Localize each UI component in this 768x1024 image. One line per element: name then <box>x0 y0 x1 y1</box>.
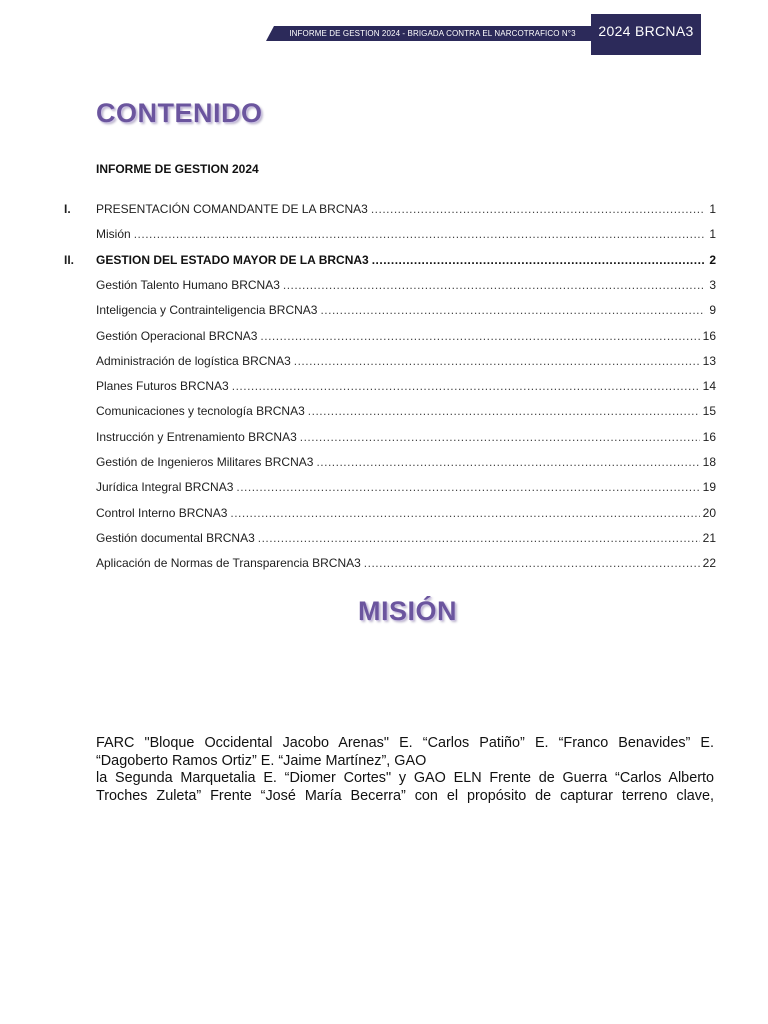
toc-entry-title: Gestión de Ingenieros Militares BRCNA3 <box>96 455 314 469</box>
toc-entry-line <box>96 200 716 218</box>
toc-entry-line <box>96 504 716 522</box>
toc-entry-line <box>96 251 716 269</box>
toc-entry-line <box>96 554 716 572</box>
toc-dot-leader <box>320 301 705 319</box>
toc-entry-title: Control Interno BRCNA3 <box>96 505 228 520</box>
toc-entry-page-number: 20 <box>702 505 716 520</box>
toc-entry-number: II. <box>64 252 75 267</box>
toc-dot-leader <box>134 225 705 243</box>
toc-entry-title: Instrucción y Entrenamiento BRCNA3 <box>96 429 297 444</box>
toc-entry-page-number: 13 <box>702 353 716 368</box>
header-tab-label: 2024 BRCNA3 <box>598 23 694 39</box>
toc-dot-leader <box>308 402 700 420</box>
toc-entry[interactable] <box>0 276 768 294</box>
toc-entry-line <box>96 428 716 446</box>
toc-entry-title: Gestión Operacional BRCNA3 <box>96 328 258 343</box>
mission-paragraph: FARC "Bloque Occidental Jacobo Arenas" E. “Carlos Patiño” E. “Franco Benavides” E. “Dagoberto Ramos Ortiz” E. “Jaime Martínez”, GAO <box>96 735 714 769</box>
toc-dot-leader <box>236 478 699 496</box>
toc-entry[interactable] <box>0 377 768 395</box>
contents-subtitle: INFORME DE GESTION 2024 <box>96 162 259 176</box>
toc-entry-page-number: 22 <box>702 556 716 571</box>
mission-heading: MISIÓN <box>358 596 458 626</box>
toc-dot-leader <box>294 352 700 370</box>
toc-entry-title: Administración de logística BRCNA3 <box>96 353 291 368</box>
toc-entry[interactable] <box>0 251 768 269</box>
toc-dot-leader <box>371 200 705 218</box>
toc-entry-line <box>96 327 716 345</box>
mission-paragraph: la Segunda Marquetalia E. “Diomer Cortes" y GAO ELN Frente de Guerra “Carlos Alberto Troches Zuleta” Frente “José María Becerra” con el propósito de capturar terreno clave, <box>96 770 714 804</box>
toc-entry-page-number: 3 <box>709 277 716 292</box>
toc-entry-number: I. <box>64 202 71 216</box>
toc-entry-line <box>96 276 716 294</box>
toc-entry[interactable] <box>0 453 768 471</box>
toc-entry[interactable] <box>0 529 768 547</box>
toc-entry-line <box>96 301 716 319</box>
toc-entry-title: Jurídica Integral BRCNA3 <box>96 480 234 495</box>
toc-entry[interactable] <box>0 225 768 243</box>
toc-entry-line <box>96 352 716 370</box>
header-banner-text: INFORME DE GESTION 2024 - BRIGADA CONTRA EL NARCOTRAFICO N°3 <box>289 29 576 38</box>
toc-entry-line <box>96 402 716 420</box>
toc-entry[interactable] <box>0 301 768 319</box>
toc-entry-line <box>96 225 716 243</box>
toc-entry-page-number: 1 <box>709 202 716 216</box>
toc-entry-title: Comunicaciones y tecnología BRCNA3 <box>96 404 305 419</box>
toc-dot-leader <box>372 251 705 269</box>
toc-entry[interactable] <box>0 554 768 572</box>
toc-entry-page-number: 14 <box>702 379 716 394</box>
mission-body <box>96 735 714 805</box>
toc-entry[interactable] <box>0 200 768 218</box>
toc-entry-title: Planes Futuros BRCNA3 <box>96 379 229 394</box>
toc-dot-leader <box>230 504 699 522</box>
toc-entry-title: Inteligencia y Contrainteligencia BRCNA3 <box>96 303 318 318</box>
toc-dot-leader <box>232 377 700 395</box>
toc-dot-leader <box>316 453 699 471</box>
toc-entry-page-number: 1 <box>709 227 716 242</box>
toc-entry-title: Aplicación de Normas de Transparencia BRCNA3 <box>96 556 361 571</box>
toc-entry-page-number: 19 <box>702 480 716 495</box>
header-year-tab <box>591 14 701 55</box>
toc-entry-page-number: 2 <box>709 252 716 267</box>
toc-entry-line <box>96 478 716 496</box>
toc-entry-page-number: 16 <box>702 429 716 444</box>
toc-entry-page-number: 9 <box>709 303 716 318</box>
toc-entry-line <box>96 377 716 395</box>
toc-entry[interactable] <box>0 327 768 345</box>
contents-heading: CONTENIDO <box>96 98 263 128</box>
toc-entry-line <box>96 529 716 547</box>
toc-entry[interactable] <box>0 504 768 522</box>
toc-entry-title: GESTION DEL ESTADO MAYOR DE LA BRCNA3 <box>96 252 369 267</box>
toc-entry[interactable] <box>0 402 768 420</box>
toc-entry-title: Misión <box>96 227 131 242</box>
toc-entry-page-number: 15 <box>702 404 716 419</box>
toc-entry-page-number: 21 <box>702 530 716 545</box>
toc-entry-title: PRESENTACIÓN COMANDANTE DE LA BRCNA3 <box>96 202 368 216</box>
toc-dot-leader <box>364 554 700 572</box>
toc-entry-page-number: 18 <box>702 455 716 469</box>
toc-entry[interactable] <box>0 478 768 496</box>
toc-entry-title: Gestión Talento Humano BRCNA3 <box>96 277 280 292</box>
toc-dot-leader <box>300 428 700 446</box>
toc-entry[interactable] <box>0 352 768 370</box>
toc-entry-line <box>96 453 716 471</box>
toc-dot-leader <box>258 529 700 547</box>
toc-entry-title: Gestión documental BRCNA3 <box>96 530 255 545</box>
toc-entry[interactable] <box>0 428 768 446</box>
toc-entry-page-number: 16 <box>702 328 716 343</box>
toc-dot-leader <box>260 327 699 345</box>
toc-dot-leader <box>283 276 705 294</box>
